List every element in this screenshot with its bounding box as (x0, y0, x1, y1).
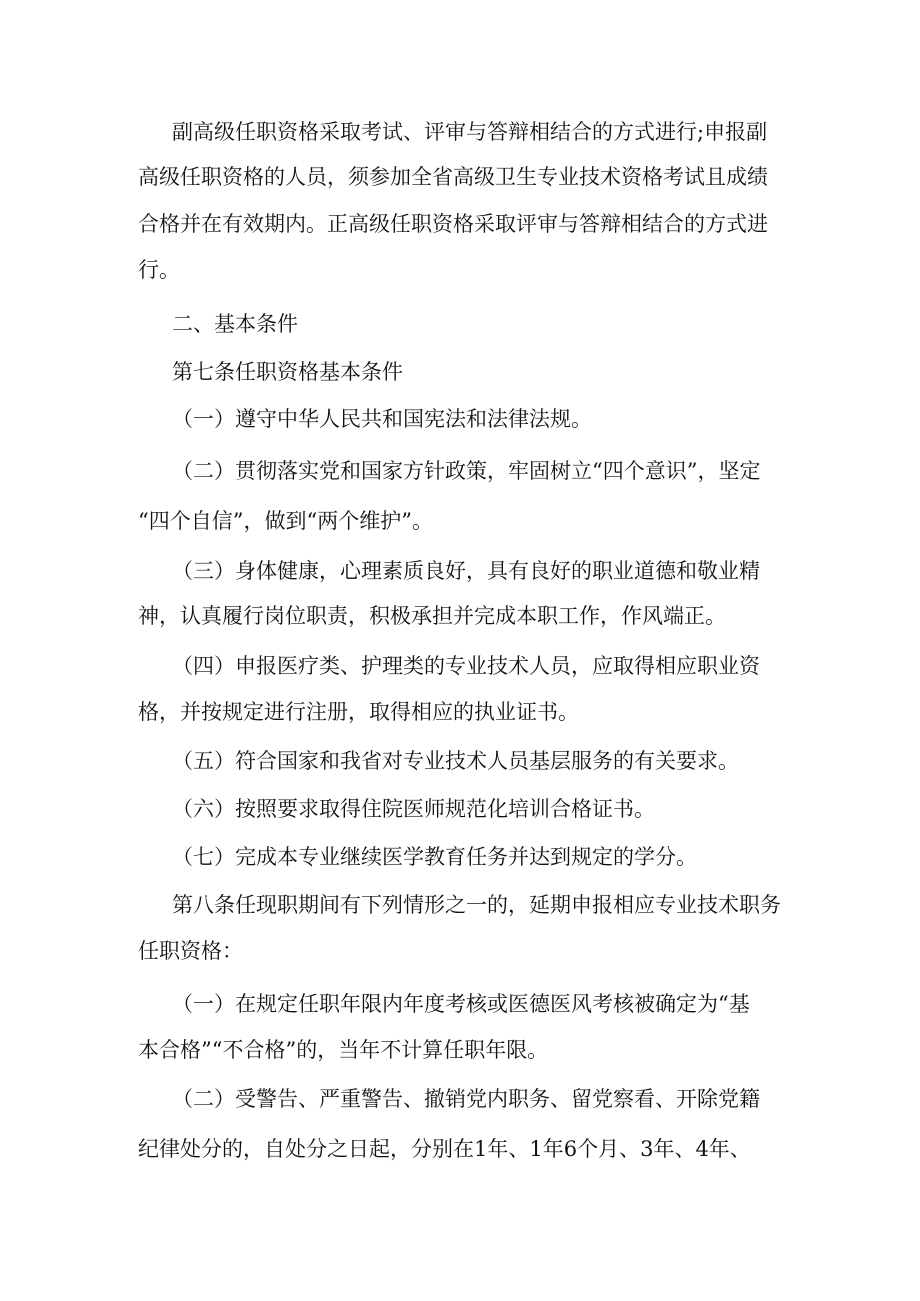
text-line: （二）贯彻落实党和国家方针政策，牢固树立“四个意识”，坚定 (172, 459, 761, 483)
text-line: （七）完成本专业继续医学教育任务并达到规定的学分。 (172, 845, 697, 869)
text-line: （三）身体健康，心理素质良好，具有良好的职业道德和敬业精 (172, 559, 760, 583)
text-line: “四个自信”，做到“两个维护”。 (138, 509, 433, 533)
text-line: 二、基本条件 (172, 312, 298, 336)
text-line: 高级任职资格的人员，须参加全省高级卫生专业技术资格考试且成绩 (138, 165, 768, 189)
text-line: 第八条任现职期间有下列情形之一的，延期申报相应专业技术职务 (172, 893, 781, 917)
text-line: 格，并按规定进行注册，取得相应的执业证书。 (138, 700, 579, 724)
text-line: 任职资格： (138, 939, 243, 963)
text-line: 副高级任职资格采取考试、评审与答辩相结合的方式进行;申报副 (172, 120, 768, 144)
text-line: 合格并在有效期内。正高级任职资格采取评审与答辩相结合的方式进 (138, 212, 768, 236)
text-line: （五）符合国家和我省对专业技术人员基层服务的有关要求。 (172, 749, 739, 773)
text-line: （六）按照要求取得住院医师规范化培训合格证书。 (172, 797, 655, 821)
text-line: （一）在规定任职年限内年度考核或医德医风考核被确定为“基 (172, 992, 750, 1016)
text-line: 本合格”“不合格”的，当年不计算任职年限。 (138, 1038, 549, 1062)
text-line: （二）受警告、严重警告、撤销党内职务、留党察看、开除党籍 (172, 1087, 760, 1111)
text-line: （四）申报医疗类、护理类的专业技术人员，应取得相应职业资 (172, 654, 760, 678)
text-line: 神，认真履行岗位职责，积极承担并完成本职工作，作风端正。 (138, 604, 726, 628)
text-line: 纪律处分的，自处分之日起，分别在1年、1年6个月、3年、4年、 (138, 1137, 751, 1161)
text-line: 第七条任职资格基本条件 (172, 360, 403, 384)
text-line: （一）遵守中华人民共和国宪法和法律法规。 (172, 407, 592, 431)
text-line: 行。 (138, 258, 180, 282)
